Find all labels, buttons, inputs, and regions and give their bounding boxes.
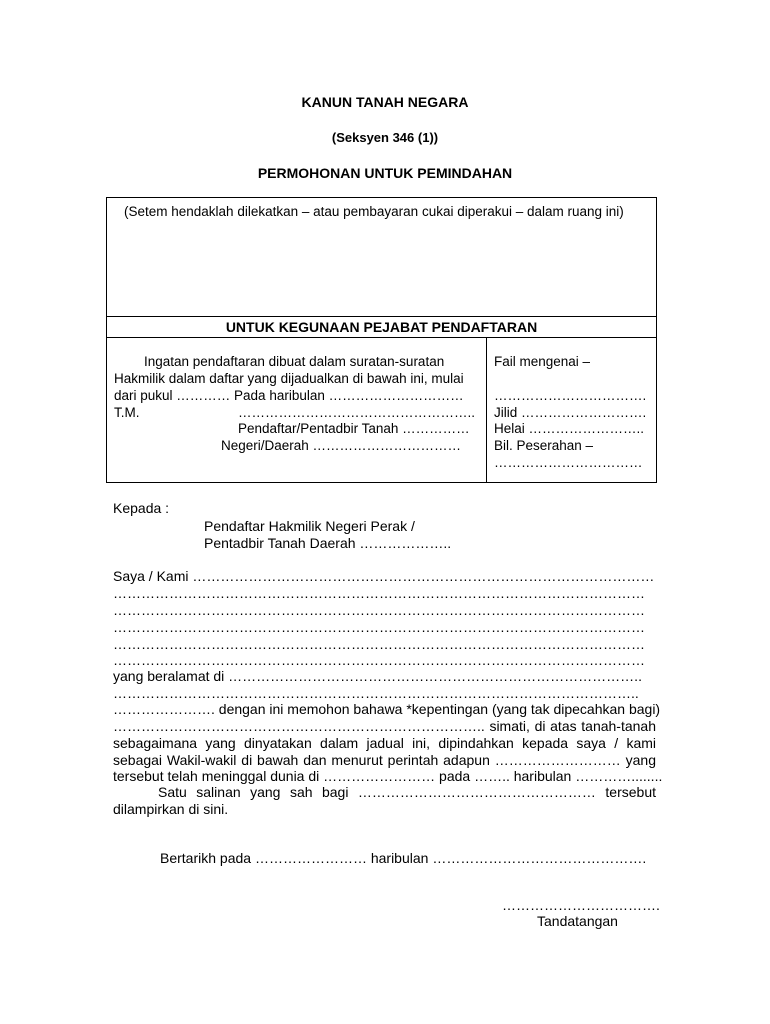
registry-line: dari pukul ………… Pada haribulan ………………………… xyxy=(114,388,464,403)
helai-field: Helai …………………….. xyxy=(494,421,645,436)
registrar-line: Pendaftar/Pentadbir Tanah …………… xyxy=(238,421,470,436)
column-divider xyxy=(486,337,487,483)
registry-line: Ingatan pendaftaran dibuat dalam suratan-suratan xyxy=(144,354,445,369)
form-subtitle: PERMOHONAN UNTUK PEMINDAHAN xyxy=(257,165,513,181)
divider xyxy=(107,337,656,338)
signature-line: ……………………………. xyxy=(502,897,660,913)
registry-heading: UNTUK KEGUNAAN PEJABAT PENDAFTARAN xyxy=(225,319,538,335)
section-reference: (Seksyen 346 (1)) xyxy=(331,130,439,145)
signature-label: Tandatangan xyxy=(537,913,618,929)
file-reference-label: Fail mengenai – xyxy=(494,354,591,369)
applicant-name-line: Saya / Kami ……………………………………………………………………………………… xyxy=(113,568,655,584)
application-text: …………………. dengan ini memohon bahawa *kepentingan (yang tak dipecahkan bagi) xyxy=(113,701,661,717)
blank-line: …………………………………………………………………………………………………… xyxy=(113,619,645,635)
application-text: tersebut telah meninggal dunia di …………………… pada …….. haribulan …………........ xyxy=(113,768,663,784)
copy-attached-text: Satu salinan yang sah bagi …………………………………………… tersebut xyxy=(158,784,656,800)
blank-line: …………………………………………………………………………………………………… xyxy=(113,652,645,668)
copy-attached-text: dilampirkan di sini. xyxy=(113,801,229,817)
stamp-area xyxy=(107,198,656,316)
registry-line: T.M. xyxy=(114,405,140,420)
date-line: Bertarikh pada …………………… haribulan ………………………………………. xyxy=(160,850,647,866)
address-line: yang beralamat di …………………………………………………………………………….. xyxy=(113,668,642,684)
blank-line: ………………………………………………………………………………………………….. xyxy=(113,685,639,701)
jilid-field: Jilid ………………………. xyxy=(494,405,647,420)
blank-line: …………………………………………………………………………………………………… xyxy=(113,602,645,618)
blank-line: …………………………………………………………………………………………………… xyxy=(113,585,645,601)
application-text: …………………………………………………………………….. simati, di atas tanah-tanah xyxy=(113,718,656,734)
presentation-field: …………………………… xyxy=(494,455,643,470)
recipient-line-1: Pendaftar Hakmilik Negeri Perak / xyxy=(204,518,415,534)
form-box xyxy=(106,197,657,483)
state-district-line: Negeri/Daerah …………………………… xyxy=(221,438,462,453)
blank-line: …………………………………………………………………………………………………… xyxy=(113,636,645,652)
presentation-label: Bil. Peserahan – xyxy=(494,438,594,453)
file-reference-field: ……………………………. xyxy=(494,388,647,403)
stamp-area-note: (Setem hendaklah dilekatkan – atau pembayaran cukai diperakui – dalam ruang ini) xyxy=(124,204,624,219)
recipient-label: Kepada : xyxy=(113,500,170,516)
registry-line: …………………………………………….. xyxy=(238,405,476,420)
application-text: sebagaimana yang dinyatakan dalam jadual ini, dipindahkan kepada saya / kami xyxy=(113,735,656,751)
application-text: sebagai Wakil-wakil di bawah dan menurut perintah adapun ……………………… yang xyxy=(113,752,656,768)
recipient-line-2: Pentadbir Tanah Daerah ……………….. xyxy=(204,535,452,551)
divider xyxy=(107,316,656,317)
registry-line: Hakmilik dalam daftar yang dijadualkan di bawah ini, mulai xyxy=(114,371,464,386)
form-title: KANUN TANAH NEGARA xyxy=(301,94,469,110)
